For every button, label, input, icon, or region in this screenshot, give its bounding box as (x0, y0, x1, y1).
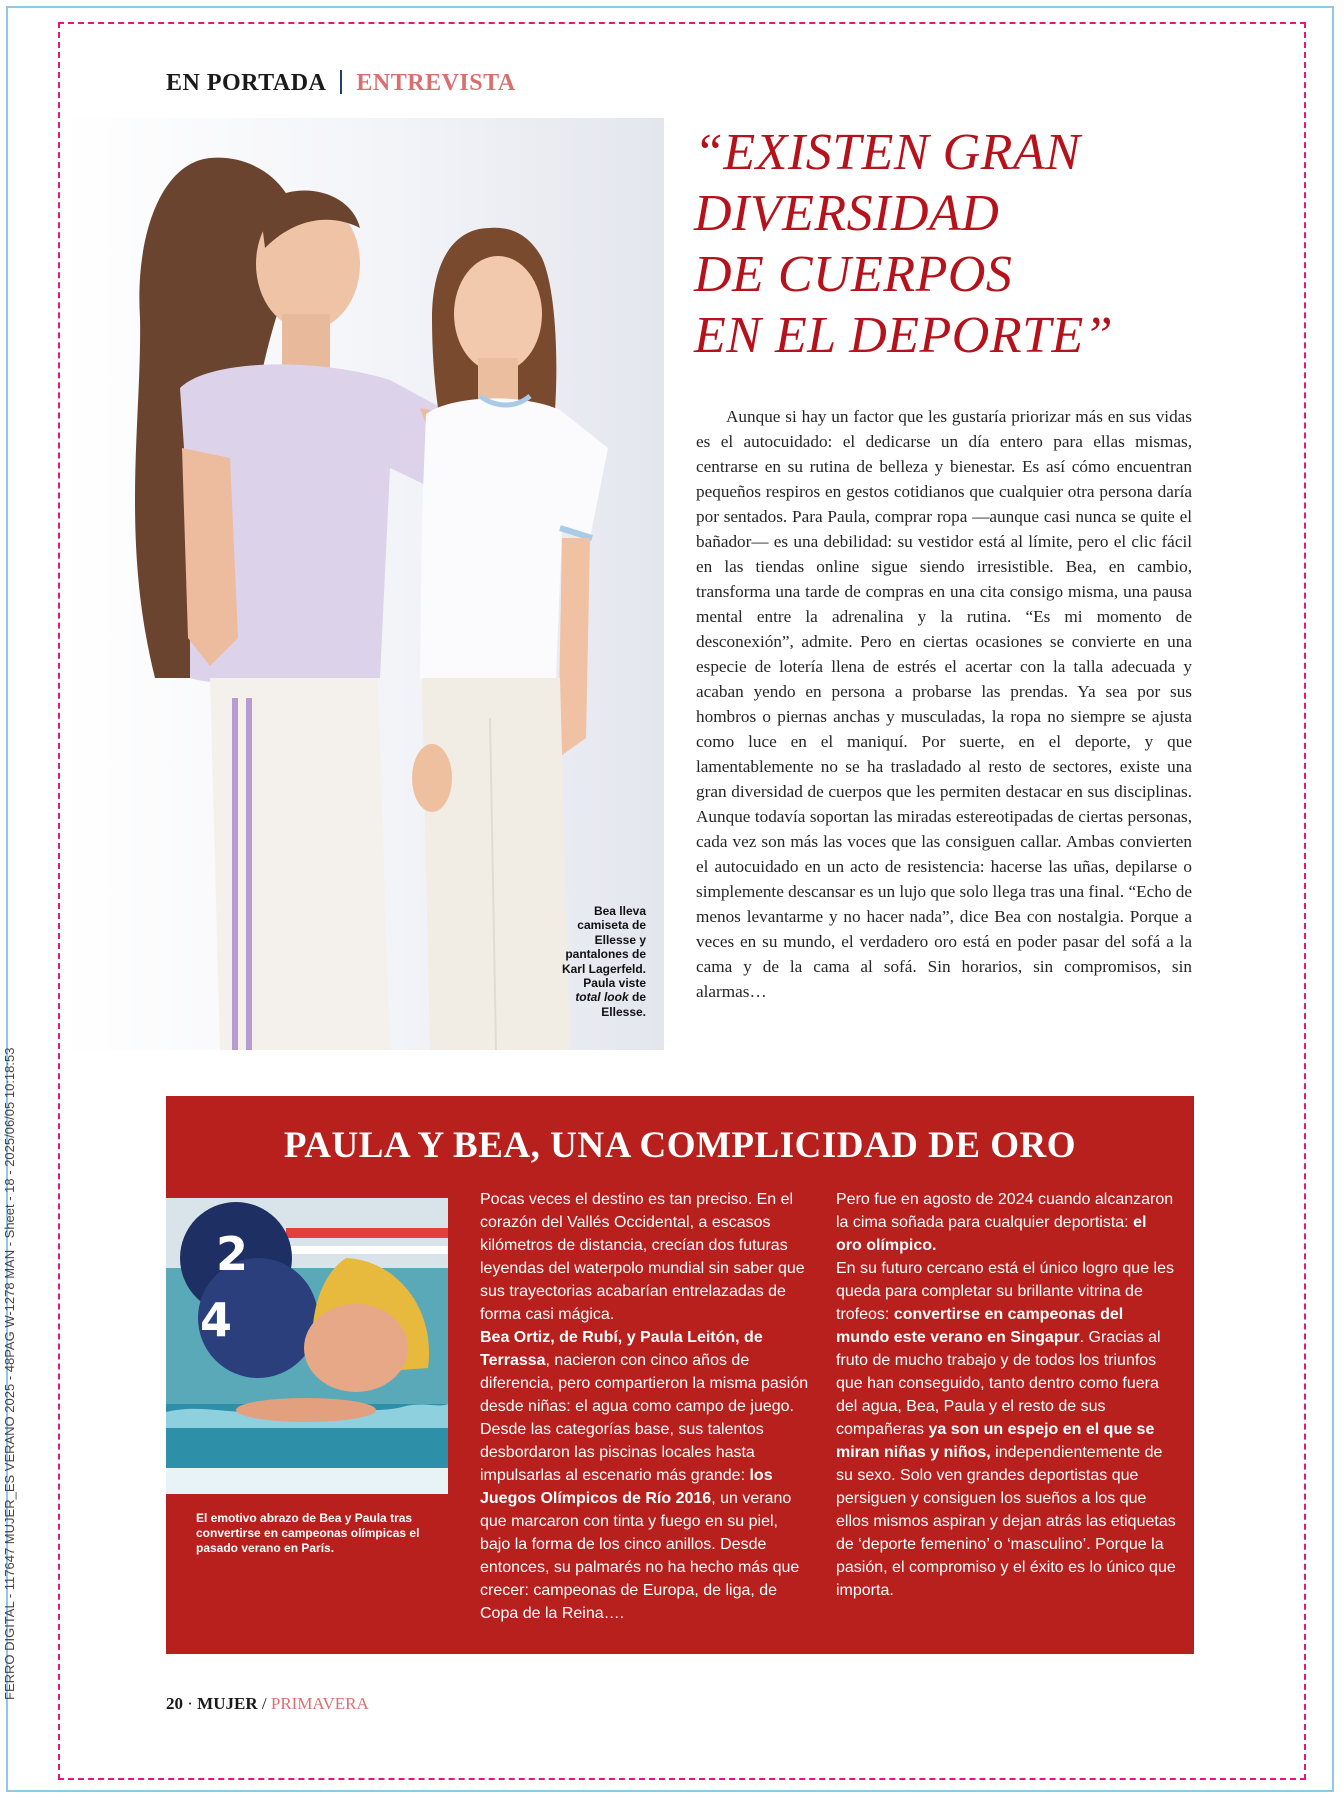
photo-caption: El emotivo abrazo de Bea y Paula tras convertirse en campeonas olímpicas el pasado verano en París. (196, 1511, 420, 1555)
waterpolo-illustration (166, 1198, 448, 1494)
sidebar-paragraph (836, 1188, 1176, 1257)
caption-line: Paula viste (583, 976, 646, 991)
headline-line: “EXISTEN GRAN (694, 124, 1081, 181)
article-body (696, 404, 1192, 1004)
print-slug: FERRO DIGITAL - 117647 MUJER_ES VERANO 2025 - 48PAG W-1278 MAN - Sheet - 18 - 2025/06/05 10:18:53 (2, 1047, 17, 1700)
section-header (166, 70, 516, 97)
caption-text: de (628, 990, 646, 1005)
caption-line: Bea lleva (593, 904, 646, 918)
cap-number: 4 (200, 1293, 233, 1347)
magazine-name: MUJER (197, 1694, 258, 1713)
main-photo-caption (520, 904, 646, 1019)
bold-phrase: convertirse en campeonas del mundo este verano en Singapur (836, 1306, 1124, 1346)
sidebar-paragraph: Pocas veces el destino es tan preciso. En el corazón del Vallés Occidental, a escasos kilómetros de distancia, crecían dos futuras leyendas del waterpolo mundial sin saber que sus trayectorias acabarían entrelazadas de forma casi mágica. (480, 1191, 805, 1323)
text-run: , nacieron con cinco años de diferencia, pero compartieron la misma pasión desde niñas: el agua como campo de juego. Desde las categorías base, sus talentos desbordaron las piscinas locales hasta impulsarlas al escenario más grande: (480, 1352, 809, 1484)
text-run: independientemente de su sexo. Solo ven grandes deportistas que persiguen y consiguen los sueños a los que ellos mismos aspiran y dejan atrás las etiquetas de ‘deporte femenino’ o ‘masculino’. Porque la pasión, el compromiso y el éxito es lo único que importa. (836, 1444, 1176, 1599)
waterpolo-photo (166, 1198, 448, 1494)
text-run: . Gracias al fruto de mucho trabajo y de todos los triunfos que han conseguido, tanto dentro como fuera del agua, Bea, Paula y el resto de sus compañeras (836, 1329, 1161, 1438)
issue-season: PRIMAVERA (270, 1694, 369, 1713)
sidebar-column-1 (480, 1188, 810, 1625)
bold-phrase: Bea Ortiz, de Rubí, y Paula Leitón, de Terrassa (480, 1329, 763, 1369)
headline-line: DIVERSIDAD (694, 185, 1000, 242)
caption-line: camiseta de (577, 918, 646, 933)
article-headline (694, 122, 1214, 366)
section-label: EN PORTADA (166, 70, 327, 96)
caption-line (520, 990, 646, 1004)
subsection-label: ENTREVISTA (356, 70, 516, 96)
body-paragraph: Aunque si hay un factor que les gustaría priorizar más en sus vidas es el autocuidado: el dedicarse un día entero para ellas mismas, centrarse en su rutina de belleza y bienestar. Es así cómo encuentran pequeños respiros en gestos cotidianos que cualquier otra persona daría por sentados. Para Paula, comprar ropa —aunque casi nunca se quite el bañador— es una debilidad: su vestidor está al límite, pero el clic fácil en las tiendas online sigue siendo irresistible. Bea, en cambio, transforma una tarde de compras en una cita consigo misma, una pausa mental entre la adrenalina y la rutina. “Es mi momento de desconexión”, admite. Pero en ciertas ocasiones se convierte en una especie de lotería llena de estrés el acertar con la talla adecuada y acaban yendo en persona a probarse las prendas. Ya sea por sus hombros o piernas anchas y musculadas, la ropa no siempre se ajusta como luce en el maniquí. Por suerte, en el deporte, y que lamentablemente no se ha trasladado al resto de sectores, existe una gran diversidad de cuerpos que les permiten destacar en sus disciplinas. Aunque todavía soportan las miradas estereotipadas de ciertas personas, cada vez son más las voces que las consiguen callar. Ambas convierten el autocuidado en un acto de resistencia: hacerse las uñas, depilarse o simplemente descansar es un lujo que solo llega tras una final. “Echo de menos levantarme y no hacer nada”, dice Bea con nostalgia. Porque a veces en su mundo, el verdadero oro está en poder pasar del sofá a la cama y de la cama al sofá. Sin horarios, sin compromisos, sin alarmas… (696, 407, 1192, 1001)
headline-line: EN EL DEPORTE” (694, 307, 1114, 364)
text-run: Pero fue en agosto de 2024 cuando alcanzaron la cima soñada para cualquier deportista: (836, 1191, 1174, 1231)
footer-dot: · (187, 1694, 193, 1713)
text-run: En su futuro cercano está el único logro que les queda para completar su brillante vitrina de trofeos: (836, 1260, 1174, 1323)
sidebar-column-2 (836, 1188, 1176, 1602)
cap-number: 2 (216, 1227, 249, 1281)
caption-line: Ellesse y (594, 932, 646, 947)
page-footer (166, 1694, 369, 1714)
footer-slash: / (261, 1694, 267, 1713)
page-number: 20 (166, 1694, 183, 1713)
caption-italic: total look (575, 990, 629, 1005)
headline-line: DE CUERPOS (694, 246, 1013, 303)
sidebar-paragraph (836, 1257, 1176, 1602)
sidebar-title: PAULA Y BEA, UNA COMPLICIDAD DE ORO (283, 1125, 1077, 1166)
caption-line: pantalones de (565, 947, 646, 962)
bold-phrase: el oro olímpico. (836, 1214, 1147, 1254)
caption-line: Karl Lagerfeld. (561, 961, 646, 976)
bold-phrase: los Juegos Olímpicos de Río 2016 (480, 1467, 773, 1507)
caption-line: Ellesse. (601, 1004, 646, 1019)
header-divider (340, 70, 342, 94)
sidebar-box (166, 1096, 1194, 1654)
sidebar-paragraph (480, 1326, 810, 1625)
bold-phrase: ya son un espejo en el que se miran niñas y niños, (836, 1421, 1155, 1461)
text-run: , un verano que marcaron con tinta y fuego en su piel, bajo la forma de los cinco anillos. Desde entonces, su palmarés no ha hecho más que crecer: campeonas de Europa, de liga, de Copa de la Reina…. (480, 1490, 800, 1622)
